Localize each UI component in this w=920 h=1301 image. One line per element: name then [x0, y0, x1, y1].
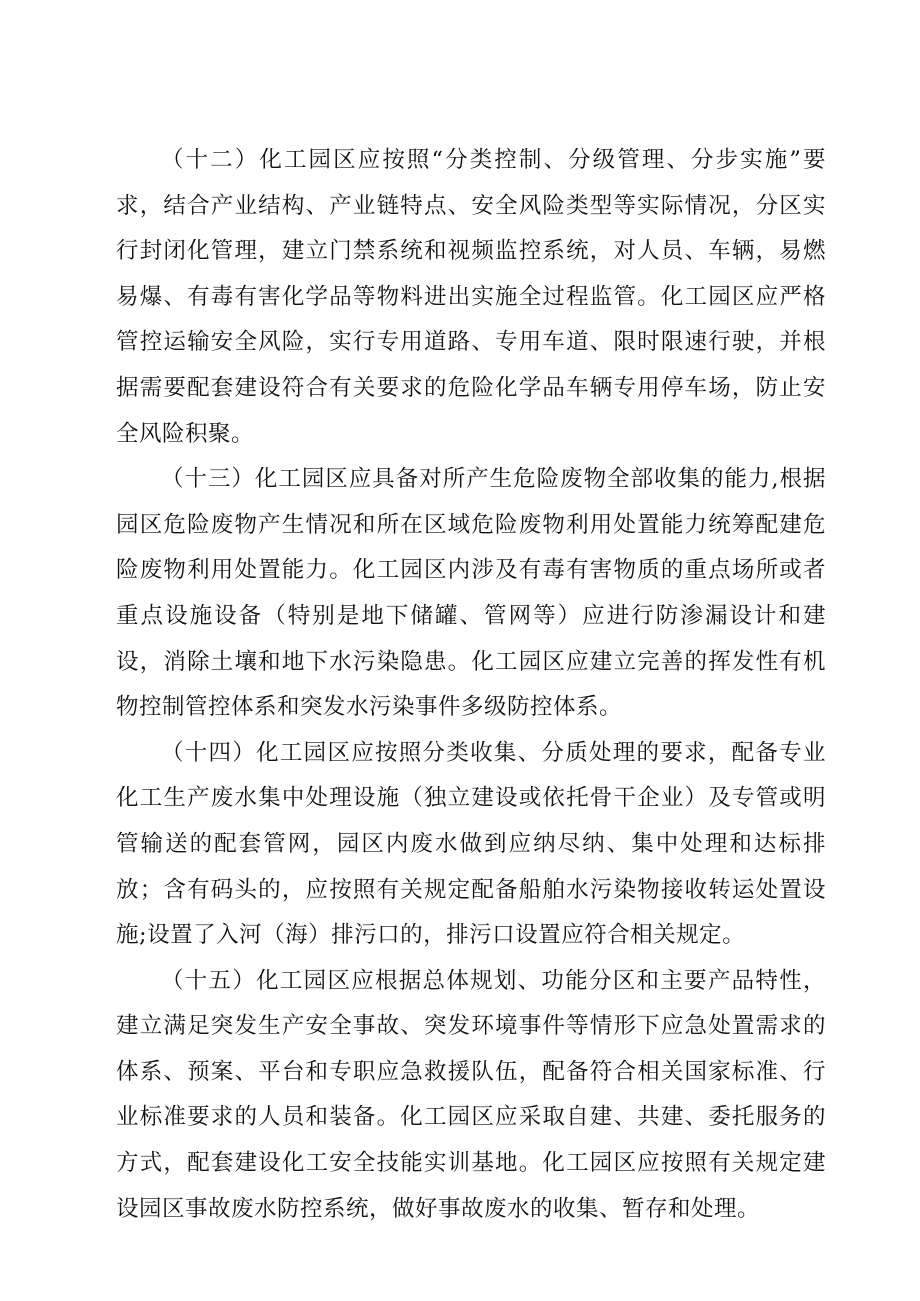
- paragraph-15: （十五）化工园区应根据总体规划、功能分区和主要产品特性，建立满足突发生产安全事故、突发环境事件等情形下应急处置需求的体系、预案、平台和专职应急救援队伍，配备符合相关国家标准、行业标准要求的人员和装备。化工园区应采取自建、共建、委托服务的方式，配套建设化工安全技能实训基地。化工园区应按照有关规定建设园区事故废水防控系统，做好事故废水的收集、暂存和处理。: [116, 967, 826, 1222]
- paragraph-14: （十四）化工园区应按照分类收集、分质处理的要求，配备专业化工生产废水集中处理设施（独立建设或依托骨干企业）及专管或明管输送的配套管网，园区内废水做到应纳尽纳、集中处理和达标排放；含有码头的，应按照有关规定配备船舶水污染物接收转运处置设施;设置了入河（海）排污口的，排污口设置应符合相关规定。: [116, 739, 826, 949]
- paragraph-12: （十二）化工园区应按照“分类控制、分级管理、分步实施”要求，结合产业结构、产业链特点、安全风险类型等实际情况，分区实行封闭化管理，建立门禁系统和视频监控系统，对人员、车辆，易燃易爆、有毒有害化学品等物料进出实施全过程监管。化工园区应严格管控运输安全风险，实行专用道路、专用车道、限时限速行驶，并根据需要配套建设符合有关要求的危险化学品车辆专用停车场，防止安全风险积聚。: [116, 147, 826, 447]
- paragraph-13: （十三）化工园区应具备对所产生危险废物全部收集的能力,根据园区危险废物产生情况和所在区域危险废物利用处置能力统筹配建危险废物利用处置能力。化工园区内涉及有毒有害物质的重点场所或者重点设施设备（特别是地下储罐、管网等）应进行防渗漏设计和建设，消除土壤和地下水污染隐患。化工园区应建立完善的挥发性有机物控制管控体系和突发水污染事件多级防控体系。: [116, 466, 826, 721]
- document-body: [116, 138, 826, 1232]
